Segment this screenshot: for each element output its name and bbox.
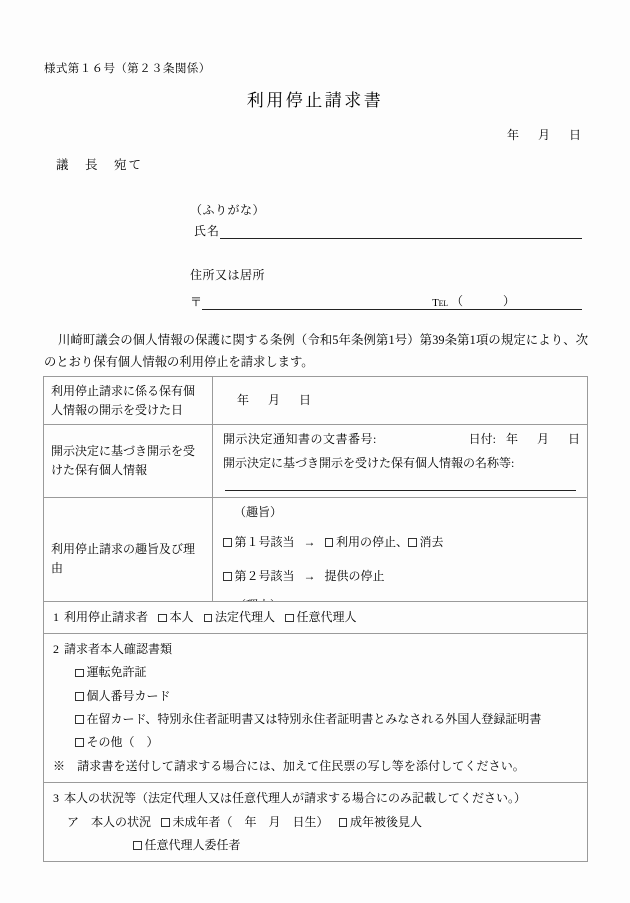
item3-label: 本人の状況等（法定代理人又は任意代理人が請求する場合にのみ記載してください。）	[64, 791, 527, 806]
option1a-label: 利用の停止、	[336, 534, 409, 549]
item3-choice3-label: 任意代理人委任者	[144, 837, 241, 852]
checkbox-voluntary-delegator[interactable]	[133, 841, 142, 850]
page-title: 利用停止請求書	[246, 91, 384, 110]
item2-label: 請求者本人確認書類	[64, 642, 173, 657]
table-row	[44, 783, 588, 862]
info-name-label: 開示決定に基づき開示を受けた保有個人情報の名称等:	[223, 456, 515, 471]
arrow-icon: →	[303, 534, 316, 549]
item2-number: 2	[53, 642, 59, 657]
addressee-label: 議 長 宛て	[56, 158, 144, 172]
checkbox-other[interactable]	[75, 738, 84, 747]
applicant-name-block	[190, 201, 582, 239]
item1-choice3-label: 任意代理人	[296, 610, 357, 624]
item3-line	[53, 789, 578, 808]
item3-choice2-label: 成年被後見人	[350, 814, 423, 829]
checkbox-erase[interactable]	[408, 538, 417, 547]
checkbox-residence-card[interactable]	[75, 715, 84, 724]
row-value-disclosure-date[interactable]	[213, 377, 588, 425]
row-label-disclosure-date: 利用停止請求に係る保有個人情報の開示を受けた日	[44, 377, 213, 425]
address-input-rule[interactable]	[202, 296, 428, 310]
table-row	[44, 602, 588, 634]
doc-date-ymd	[496, 430, 580, 449]
doc-date-year-label: 年	[505, 432, 518, 447]
option1b-label: 消去	[419, 534, 444, 549]
checkbox-stop-use[interactable]	[325, 538, 334, 547]
furigana-label: （ふりがな）	[190, 203, 266, 217]
item2-choice2-row	[53, 687, 578, 706]
item2-choice4-label: その他（ ）	[86, 734, 159, 749]
table-row	[44, 425, 588, 497]
item2-choice4-row	[53, 733, 578, 752]
row-label-purpose-reason: 利用停止請求の趣旨及び理由	[44, 497, 213, 621]
checkbox-voluntary-rep[interactable]	[285, 614, 294, 623]
row-value-disclosed-info[interactable]	[213, 425, 588, 497]
option-row-item2	[223, 567, 580, 586]
form-number: 様式第１６号（第２３条関係）	[44, 63, 211, 75]
postal-mark-icon: 〒	[190, 295, 203, 309]
item1-number: 1	[53, 610, 59, 624]
option2-label: 第２号該当	[234, 568, 295, 583]
item2-note: ※ 請求書を送付して請求する場合には、加えて住民票の写し等を添付してください。	[53, 759, 525, 774]
item2-line	[53, 640, 578, 659]
arrow-icon: →	[303, 568, 316, 583]
tel-label: Tel	[432, 297, 448, 309]
checkbox-item2[interactable]	[223, 572, 232, 581]
doc-date-day-label: 日	[567, 432, 580, 447]
item1-line	[53, 608, 578, 627]
item1-choice2-label: 法定代理人	[215, 610, 276, 624]
name-field-row	[190, 222, 582, 239]
tel-input-rule[interactable]	[516, 296, 582, 310]
checkbox-adult-ward[interactable]	[339, 818, 348, 827]
option1-label: 第１号該当	[234, 534, 295, 549]
body-paragraph: 川崎町議会の個人情報の保護に関する条例（令和5年条例第1号）第39条第1項の規定により、次のとおり保有個人情報の利用停止を請求します。	[44, 333, 588, 369]
checkbox-my-number-card[interactable]	[75, 692, 84, 701]
item3-sub-label: ア 本人の状況	[67, 814, 152, 829]
row-label-disclosed-info: 開示決定に基づき開示を受けた保有個人情報	[44, 425, 213, 497]
applicant-verification-table	[43, 601, 588, 862]
item2-choice1-row	[53, 663, 578, 682]
table-row	[44, 634, 588, 783]
date-year-label: 年	[506, 128, 520, 142]
tel-field[interactable]	[428, 296, 516, 310]
item3-choice3-row	[53, 836, 578, 855]
item2-choice1-label: 運転免許証	[86, 665, 147, 680]
item1-choice1-label: 本人	[169, 610, 194, 624]
purpose-heading: （趣旨）	[234, 504, 283, 519]
option2-target-label: 提供の停止	[324, 568, 385, 583]
doc-number-label: 開示決定通知書の文書番号:	[223, 432, 377, 447]
item3-sub-row	[53, 813, 578, 832]
item3-number: 3	[53, 791, 59, 806]
applicant-address-block	[190, 266, 582, 310]
item3-choice1-label: 未成年者（ 年 月 日生）	[172, 814, 329, 829]
disclosure-year-label: 年	[237, 393, 250, 407]
checkbox-legal-rep[interactable]	[204, 614, 213, 623]
date-day-label: 日	[568, 128, 582, 142]
item2-cell[interactable]	[44, 634, 588, 783]
doc-date-label: 日付:	[468, 432, 496, 447]
checkbox-self[interactable]	[158, 614, 167, 623]
address-field-row	[190, 293, 582, 310]
disclosure-month-label: 月	[268, 393, 281, 407]
table-row	[44, 377, 588, 425]
name-label: 氏名	[194, 224, 221, 238]
option-row-item1	[223, 533, 580, 552]
tel-paren: （ ）	[450, 294, 516, 308]
item1-label: 利用停止請求者	[64, 610, 149, 624]
item2-choice2-label: 個人番号カード	[86, 688, 171, 703]
info-name-input-rule[interactable]	[225, 481, 576, 491]
checkbox-drivers-license[interactable]	[75, 669, 84, 678]
item2-choice3-row	[53, 710, 578, 729]
disclosure-day-label: 日	[299, 393, 312, 407]
name-input-rule[interactable]	[220, 225, 582, 239]
item1-cell[interactable]	[44, 602, 588, 634]
date-month-label: 月	[537, 128, 551, 142]
item2-choice3-label: 在留カード、特別永住者証明書又は特別永住者証明書とみなされる外国人登録証明書	[86, 711, 542, 726]
address-label: 住所又は居所	[190, 268, 266, 282]
request-details-table	[43, 376, 588, 621]
disclosure-date-inline	[223, 393, 311, 407]
doc-date-month-label: 月	[536, 432, 549, 447]
submission-date-line	[507, 126, 582, 143]
checkbox-item1[interactable]	[223, 538, 232, 547]
doc-number-line	[223, 430, 580, 449]
checkbox-minor[interactable]	[161, 818, 170, 827]
item3-cell[interactable]	[44, 783, 588, 862]
